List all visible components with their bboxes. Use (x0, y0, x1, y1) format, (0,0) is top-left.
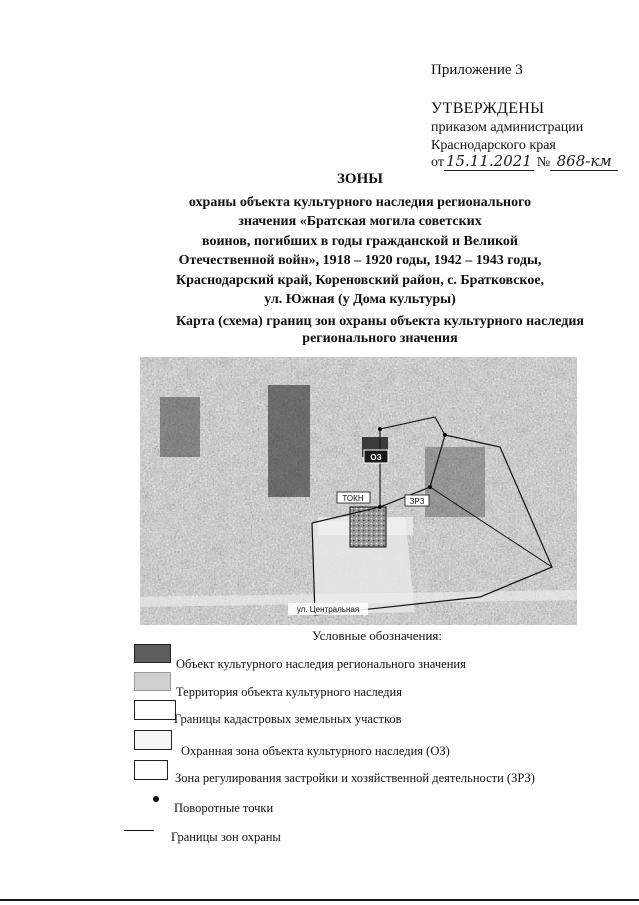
cadastral-swatch (134, 700, 176, 720)
legend-item-object: Объект культурного наследия регионального значения (176, 657, 466, 671)
legend-item-territory: Территория объекта культурного наследия (176, 685, 402, 699)
date-prefix: от (431, 155, 444, 170)
territory-swatch (134, 672, 171, 691)
approved-by-line2: Краснодарского края (431, 138, 556, 153)
zrz-label: ЗРЗ (409, 497, 425, 506)
map-title-line1: Карта (схема) границ зон охраны объекта культурного наследия (176, 314, 584, 329)
approved-by-line1: приказом администрации (431, 120, 584, 135)
title-line: воинов, погибших в годы гражданской и Великой (202, 233, 518, 249)
legend-caption: Условные обозначения: (312, 628, 443, 643)
approved-heading: УТВЕРЖДЕНЫ (431, 100, 545, 117)
legend-item-oz: Охранная зона объекта культурного наследия (ОЗ) (181, 744, 450, 758)
line-icon (124, 830, 154, 831)
oz-label: ОЗ (370, 453, 382, 462)
legend-item-points: Поворотные точки (174, 801, 274, 815)
object-swatch (134, 644, 171, 663)
oz-swatch (134, 730, 172, 750)
order-number: 868-км (550, 152, 618, 171)
tokn-label: ТОКН (342, 494, 364, 503)
title-line: ул. Южная (у Дома культуры) (264, 292, 456, 307)
legend-item-lines: Границы зон охраны (171, 830, 281, 844)
legend-item-cadastral: Границы кадастровых земельных участков (174, 712, 402, 726)
zrz-swatch (134, 760, 168, 780)
dot-icon (153, 796, 159, 802)
legend-item-zrz: Зона регулирования застройки и хозяйственной деятельности (ЗРЗ) (175, 771, 535, 785)
appendix-label: Приложение 3 (431, 62, 523, 78)
order-date: 15.11.2021 (445, 152, 532, 170)
bottom-rule (0, 899, 639, 901)
street-label: ул. Центральная (296, 605, 360, 614)
title-line: охраны объекта культурного наследия регионального (188, 194, 532, 210)
title-zones: ЗОНЫ (337, 171, 383, 187)
title-line: Краснодарский край, Кореновский район, с. Братковское, (175, 272, 545, 288)
map-title-line2: регионального значения (302, 331, 458, 346)
title-line: значения «Братская могила советских (238, 214, 482, 229)
number-prefix: № (536, 155, 551, 170)
title-line: Отечественной войн», 1918 – 1920 годы, 1942 – 1943 годы, (178, 253, 542, 268)
